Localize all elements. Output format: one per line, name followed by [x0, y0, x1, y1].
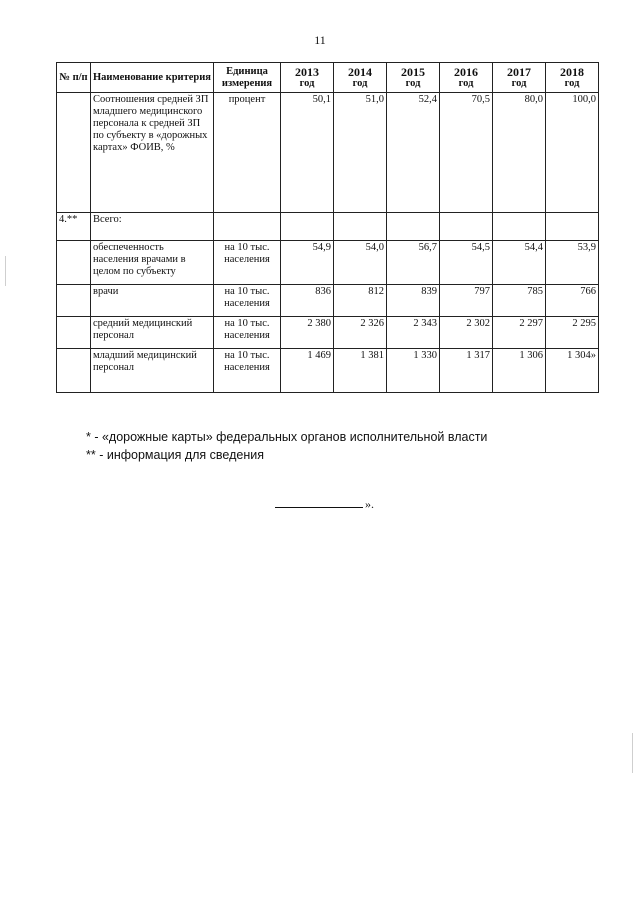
- table-row: [57, 285, 599, 317]
- cell-value: [281, 213, 334, 241]
- page-number: 11: [314, 33, 326, 47]
- footnote: ** - информация для сведения: [86, 448, 264, 462]
- header-num: № п/п: [57, 63, 91, 93]
- table-row: [57, 317, 599, 349]
- cell-value: 836: [281, 285, 334, 317]
- cell-value: 52,4: [387, 93, 440, 213]
- header-year: 2017 год: [493, 63, 546, 93]
- cell-value: 2 302: [440, 317, 493, 349]
- cell-name: Всего:: [91, 213, 214, 241]
- cell-value: 785: [493, 285, 546, 317]
- cell-unit: на 10 тыс. населения: [214, 349, 281, 393]
- header-year: 2014 год: [334, 63, 387, 93]
- table-row: [57, 213, 599, 241]
- cell-value: 1 330: [387, 349, 440, 393]
- cell-value: 100,0: [546, 93, 599, 213]
- table-row: [57, 241, 599, 285]
- cell-name: обеспеченность населения врачами в целом по субъекту: [91, 241, 214, 285]
- header-name: Наименование критерия: [91, 63, 214, 93]
- cell-num: [57, 93, 91, 213]
- cell-value: 54,5: [440, 241, 493, 285]
- cell-value: 1 317: [440, 349, 493, 393]
- cell-value: 812: [334, 285, 387, 317]
- header-year: 2013 год: [281, 63, 334, 93]
- cell-value: [387, 213, 440, 241]
- signature-line: [275, 497, 363, 508]
- cell-value: 70,5: [440, 93, 493, 213]
- cell-unit: на 10 тыс. населения: [214, 317, 281, 349]
- cell-num: [57, 241, 91, 285]
- cell-value: 839: [387, 285, 440, 317]
- footnotes: [86, 428, 487, 464]
- cell-value: 54,4: [493, 241, 546, 285]
- cell-value: 2 343: [387, 317, 440, 349]
- header-year: 2016 год: [440, 63, 493, 93]
- header-year: 2015 год: [387, 63, 440, 93]
- cell-num: [57, 349, 91, 393]
- cell-name: средний медицинский персонал: [91, 317, 214, 349]
- cell-unit: процент: [214, 93, 281, 213]
- cell-value: 2 295: [546, 317, 599, 349]
- cell-unit: [214, 213, 281, 241]
- table-row: [57, 93, 599, 213]
- cell-value: [493, 213, 546, 241]
- table-row: [57, 349, 599, 393]
- cell-value: [546, 213, 599, 241]
- scan-edge-mark: [632, 733, 633, 773]
- cell-value: 766: [546, 285, 599, 317]
- closing-signature-line: [275, 497, 374, 512]
- cell-value: 53,9: [546, 241, 599, 285]
- cell-value: 54,0: [334, 241, 387, 285]
- header-unit: Единица измерения: [214, 63, 281, 93]
- cell-num: 4.**: [57, 213, 91, 241]
- closing-quote: ».: [365, 497, 374, 511]
- cell-value: 2 297: [493, 317, 546, 349]
- cell-value: 50,1: [281, 93, 334, 213]
- cell-value: 2 380: [281, 317, 334, 349]
- cell-value: 1 381: [334, 349, 387, 393]
- scan-edge-mark: [5, 256, 6, 286]
- cell-name: врачи: [91, 285, 214, 317]
- cell-name: младший медицинский персонал: [91, 349, 214, 393]
- cell-value: 797: [440, 285, 493, 317]
- cell-value: [440, 213, 493, 241]
- cell-name: Соотношения средней ЗП младшего медицинского персонала к средней ЗП по субъекту в «дорожных картах» ФОИВ, %: [91, 93, 214, 213]
- header-row: [57, 63, 599, 93]
- cell-value: 1 304»: [546, 349, 599, 393]
- cell-num: [57, 317, 91, 349]
- cell-num: [57, 285, 91, 317]
- cell-unit: на 10 тыс. населения: [214, 285, 281, 317]
- cell-value: 54,9: [281, 241, 334, 285]
- cell-value: 1 306: [493, 349, 546, 393]
- cell-value: 1 469: [281, 349, 334, 393]
- criteria-table: [56, 62, 599, 393]
- cell-value: 2 326: [334, 317, 387, 349]
- cell-value: 56,7: [387, 241, 440, 285]
- cell-value: 51,0: [334, 93, 387, 213]
- cell-value: 80,0: [493, 93, 546, 213]
- header-year: 2018 год: [546, 63, 599, 93]
- cell-unit: на 10 тыс. населения: [214, 241, 281, 285]
- cell-value: [334, 213, 387, 241]
- footnote: * - «дорожные карты» федеральных органов исполнительной власти: [86, 430, 488, 444]
